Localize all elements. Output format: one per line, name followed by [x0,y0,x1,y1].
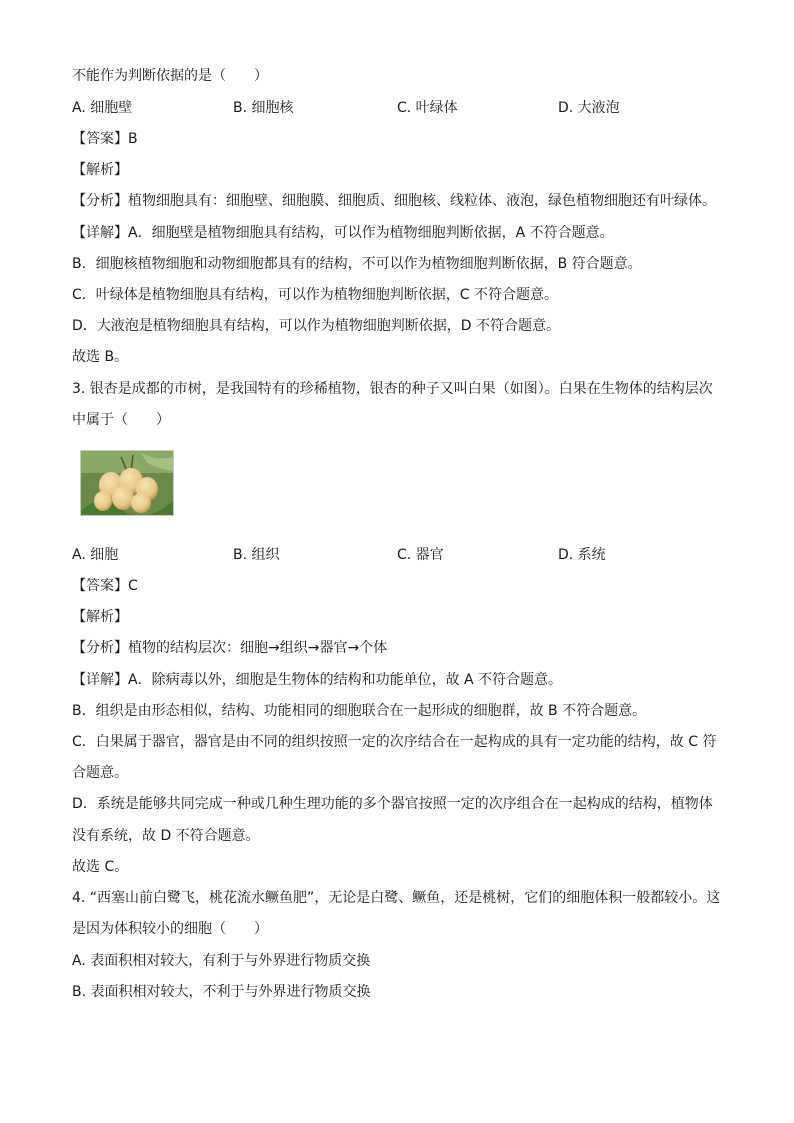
q2-option-c: C. 叶绿体 [397,100,458,116]
q3-detail-c-line-1: C．白果属于器官，器官是由不同的组织按照一定的次序结合在一起构成的具有一定功能的结构，故 C 符 [72,734,717,750]
q3-detail-d-line-2: 没有系统，故 D 不符合题意。 [72,828,260,844]
q3-detail-d-line-1: D．系统是能够共同完成一种或几种生理功能的多个器官按照一定的次序组合在一起构成的结构，植物体 [72,796,713,812]
q2-option-b: B. 细胞核 [233,100,294,116]
q2-option-a: A. 细胞壁 [72,100,133,116]
q2-conclusion: 故选 B。 [72,349,129,365]
q3-stem-line-1: 3. 银杏是成都的市树，是我国特有的珍稀植物，银杏的种子又叫白果（如图）。白果在生物体的结构层次 [72,381,713,397]
q2-detail-b: B．细胞核植物细胞和动物细胞都具有的结构，不可以作为植物细胞判断依据，B 符合题意。 [72,256,642,272]
q3-analysis: 【分析】植物的结构层次：细胞→组织→器官→个体 [72,640,388,656]
q3-conclusion: 故选 C。 [72,859,129,875]
ginkgo-seed-illustration [81,451,173,515]
q3-option-d: D. 系统 [558,547,606,563]
q3-detail-c-line-2: 合题意。 [72,765,128,781]
q2-analysis: 【分析】植物细胞具有：细胞壁、细胞膜、细胞质、细胞核、线粒体、液泡，绿色植物细胞还有叶绿体。 [72,193,716,209]
q3-option-b: B. 组织 [233,547,280,563]
q2-answer: 【答案】B [72,131,138,147]
q2-option-d: D. 大液泡 [558,100,620,116]
q2-analysis-heading: 【解析】 [72,162,128,178]
q2-detail-c: C．叶绿体是植物细胞具有结构，可以作为植物细胞判断依据，C 不符合题意。 [72,287,558,303]
q4-stem-line-1: 4. “西塞山前白鹭飞，桃花流水鳜鱼肥”，无论是白鹭、鳜鱼，还是桃树，它们的细胞体积一般都较小。这 [72,890,721,906]
q3-answer: 【答案】C [72,578,138,594]
q3-stem-line-2: 中属于（ ） [72,412,170,428]
q4-option-b: B. 表面积相对较大，不利于与外界进行物质交换 [72,984,371,1000]
q3-analysis-heading: 【解析】 [72,609,128,625]
q3-option-c: C. 器官 [397,547,444,563]
q2-stem-tail: 不能作为判断依据的是（ ） [72,68,268,84]
q4-option-a: A. 表面积相对较大，有利于与外界进行物质交换 [72,953,371,969]
q3-detail-a: 【详解】A．除病毒以外，细胞是生物体的结构和功能单位，故 A 不符合题意。 [72,672,563,688]
q3-option-a: A. 细胞 [72,547,119,563]
q2-detail-d: D．大液泡是植物细胞具有结构，可以作为植物细胞判断依据，D 不符合题意。 [72,318,561,334]
ginkgo-seed-photo [80,450,174,516]
q2-detail-a: 【详解】A．细胞壁是植物细胞具有结构，可以作为植物细胞判断依据，A 不符合题意。 [72,225,614,241]
q4-stem-line-2: 是因为体积较小的细胞（ ） [72,921,268,937]
q3-detail-b: B．组织是由形态相似，结构、功能相同的细胞联合在一起形成的细胞群，故 B 不符合题意。 [72,703,647,719]
